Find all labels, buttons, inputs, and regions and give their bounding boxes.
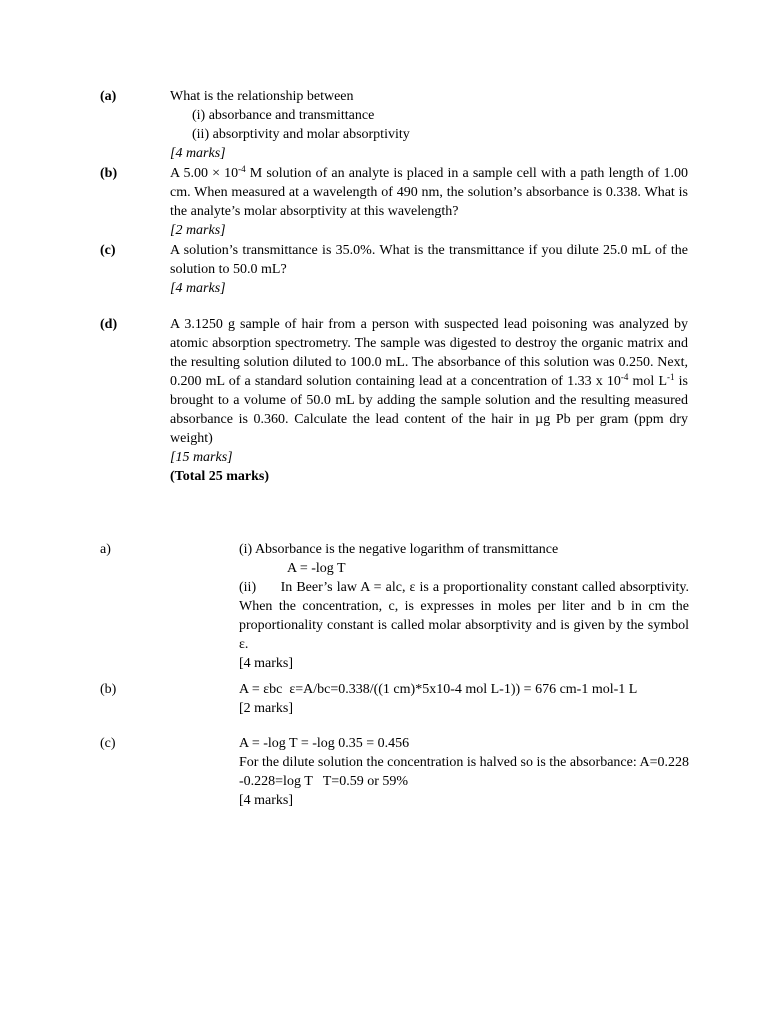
answer-b-body (239, 680, 689, 718)
answer-a-line-1: (i) Absorbance is the negative logarithm of transmittance (239, 542, 559, 557)
question-d-label: (d) (100, 317, 118, 332)
question-d-body (170, 315, 688, 486)
answer-a-label: a) (100, 542, 111, 557)
question-b-text: A $5.00 \times 10^{-4}$ M solution of an analyte is placed in a sample cell with a path length of 1.00 cm. When measured at a wavelength of 490 nm, the solution’s absorbance is 0.338. What is the analyte’s molar absorptivity at this wavelength? (170, 164, 688, 219)
question-a-marks: [4 marks] (170, 146, 226, 161)
question-b-body (170, 164, 688, 240)
question-c-text: A solution’s transmittance is 35.0%. What is the transmittance if you dilute 25.0 mL of the solution to 50.0 mL? (170, 243, 688, 277)
answer-b-marks: [2 marks] (239, 701, 294, 716)
question-d-text: A 3.1250 g sample of hair from a person with suspected lead poisoning was analyzed by atomic absorption spectrometry. The sample was digested to destroy the organic matrix and the resulting solution diluted to 100.0 mL. The absorbance of this solution was 0.250. Next, 0.200 mL of a standard solution containing lead at a concentration of 1.33 x $10^{-4}$ mol $L^{-1}$ is brought to a volume of 50.0 mL by adding the sample solution and the resulting measured absorbance is 0.360. Calculate the lead content of the hair in µg Pb per gram (ppm dry weight) (170, 317, 688, 446)
question-a-item-1: (i) absorbance and transmittance (192, 108, 375, 123)
answer-b-label: (b) (100, 682, 117, 697)
question-a-item-2: (ii) absorptivity and molar absorptivity (192, 127, 410, 142)
answer-c-body (239, 734, 689, 810)
answer-b-line-1: A = εbc ε=A/bc=0.338/((1 cm)*5x10-4 mol L-1)) = 676 cm-1 mol-1 L (239, 682, 638, 697)
question-a-label: (a) (100, 89, 117, 104)
answer-c-marks: [4 marks] (239, 793, 294, 808)
answer-c-line-3: -0.228=log T T=0.59 or 59% (239, 774, 409, 789)
answer-a-formula: A = -log T (287, 561, 346, 576)
answer-c-label: (c) (100, 736, 116, 751)
answer-a-line-3: (ii) In Beer’s law A = alc, ε is a proportionality constant called absorptivity. When the concentration, c, is expresses in moles per liter and b in cm the proportionality constant is called molar absorptivity and is given by the symbol ε. (239, 580, 693, 652)
question-a-intro: What is the relationship between (170, 89, 354, 104)
question-d-marks: [15 marks] (170, 450, 233, 465)
answer-a-marks: [4 marks] (239, 656, 294, 671)
answer-c-line-2: For the dilute solution the concentration is halved so is the absorbance: A=0.228 (239, 755, 689, 770)
total-marks: (Total 25 marks) (170, 469, 270, 484)
question-b-marks: [2 marks] (170, 223, 226, 238)
answer-c-line-1: A = -log T = -log 0.35 = 0.456 (239, 736, 410, 751)
question-b-label: (b) (100, 166, 118, 181)
question-a-body (170, 87, 688, 163)
question-c-label: (c) (100, 243, 116, 258)
answer-a-body (239, 540, 693, 673)
question-c-marks: [4 marks] (170, 281, 226, 296)
question-c-body (170, 241, 688, 298)
